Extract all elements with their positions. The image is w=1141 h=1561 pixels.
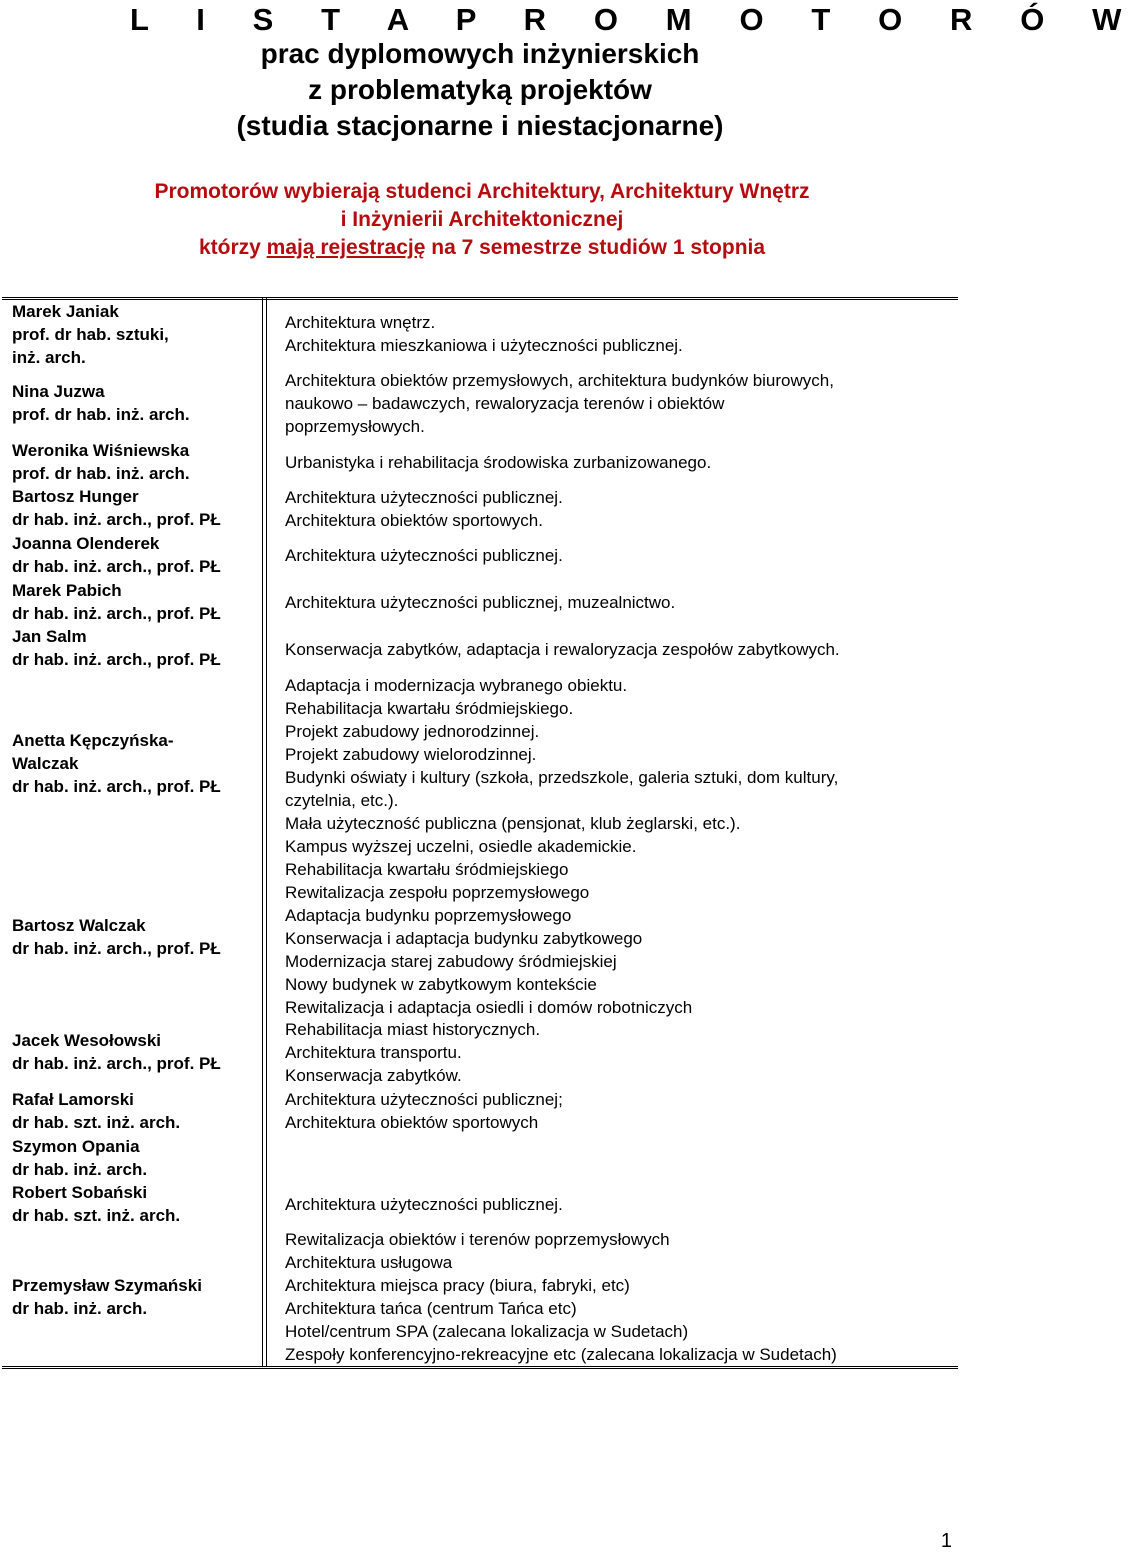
promoter-title: prof. dr hab. inż. arch. — [12, 405, 190, 424]
topic-cell — [285, 858, 955, 1019]
promoter-title: dr hab. szt. inż. arch. — [12, 1113, 181, 1132]
topic-line: czytelnia, etc.). — [285, 791, 399, 810]
topic-line: Architektura mieszkaniowa i użyteczności publicznej. — [285, 336, 683, 355]
promoter-name: Joanna Olenderek — [12, 534, 160, 553]
promoter-name-cont: Walczak — [12, 754, 79, 773]
promoter-name: Bartosz Hunger — [12, 487, 139, 506]
promoter-cell — [12, 532, 262, 578]
topic-cell — [285, 369, 955, 438]
topic-line: Hotel/centrum SPA (zalecana lokalizacja w Sudetach) — [285, 1322, 689, 1341]
topic-cell — [285, 544, 955, 567]
topic-line: Architektura usługowa — [285, 1253, 453, 1272]
topic-line: Architektura obiektów przemysłowych, architektura budynków biurowych, — [285, 371, 834, 390]
topic-cell — [285, 674, 955, 858]
promoter-title: dr hab. inż. arch., prof. PŁ — [12, 557, 221, 576]
promoter-name: Anetta Kępczyńska- — [12, 731, 174, 750]
promoter-cell — [12, 1135, 262, 1181]
topic-cell — [285, 311, 955, 357]
topic-line: Konserwacja zabytków, adaptacja i rewaloryzacja zespołów zabytkowych. — [285, 640, 840, 659]
topic-line: Architektura wnętrz. — [285, 313, 436, 332]
page-number: 1 — [940, 1530, 952, 1552]
promoter-cell — [12, 579, 262, 625]
promoter-name: Jan Salm — [12, 627, 87, 646]
promoter-cell — [12, 1274, 262, 1320]
promoter-cell — [12, 729, 262, 798]
topic-line: Kampus wyższej uczelni, osiedle akademickie. — [285, 837, 637, 856]
topic-line: Urbanistyka i rehabilitacja środowiska zurbanizowanego. — [285, 453, 712, 472]
topic-cell — [285, 638, 955, 661]
topic-line: Budynki oświaty i kultury (szkoła, przedszkole, galeria sztuki, dom kultury, — [285, 768, 839, 787]
promoter-cell — [12, 914, 262, 960]
promoter-name: Rafał Lamorski — [12, 1090, 134, 1109]
topic-cell — [285, 451, 955, 474]
topic-line: Rehabilitacja miast historycznych. — [285, 1020, 541, 1039]
promoter-title: prof. dr hab. inż. arch. — [12, 464, 190, 483]
promoter-name: Robert Sobański — [12, 1183, 148, 1202]
topic-line: Architektura użyteczności publicznej; — [285, 1090, 563, 1109]
promoter-title: prof. dr hab. sztuki, — [12, 325, 169, 344]
topic-line: Mała użyteczność publiczna (pensjonat, klub żeglarski, etc.). — [285, 814, 741, 833]
promoter-cell — [12, 300, 262, 369]
column-divider — [262, 298, 263, 1367]
topic-line: Rewitalizacja obiektów i terenów poprzemysłowych — [285, 1230, 670, 1249]
topic-cell — [285, 1228, 955, 1366]
promoter-name: Bartosz Walczak — [12, 916, 146, 935]
topic-line: Architektura miejsca pracy (biura, fabryki, etc) — [285, 1276, 630, 1295]
table-bottom-border — [2, 1366, 958, 1369]
topic-line: Architektura obiektów sportowych. — [285, 511, 543, 530]
promoter-name: Przemysław Szymański — [12, 1276, 202, 1295]
promoter-title: inż. arch. — [12, 348, 86, 367]
topic-line: Architektura transportu. — [285, 1043, 462, 1062]
promoter-name: Marek Pabich — [12, 581, 122, 600]
title-line-3: z problematyką projektów — [308, 74, 652, 105]
column-divider-double — [266, 298, 267, 1367]
title-line-4: (studia stacjonarne i niestacjonarne) — [236, 110, 724, 141]
subtitle-line-1: Promotorów wybierają studenci Architektury, Architektury Wnętrz — [154, 180, 810, 203]
topic-line: Rewitalizacja i adaptacja osiedli i domów robotniczych — [285, 998, 693, 1017]
topic-line: Architektura użyteczności publicznej, muzealnictwo. — [285, 593, 676, 612]
promoter-name: Marek Janiak — [12, 302, 119, 321]
topic-line: Zespoły konferencyjno-rekreacyjne etc (zalecana lokalizacja w Sudetach) — [285, 1345, 837, 1364]
promoter-title: dr hab. inż. arch., prof. PŁ — [12, 510, 221, 529]
topic-line: Adaptacja budynku poprzemysłowego — [285, 906, 572, 925]
topic-line: Architektura użyteczności publicznej. — [285, 1195, 563, 1214]
promoter-cell — [12, 1029, 262, 1075]
promoter-cell — [12, 439, 262, 485]
document-title: L I S T A P R O M O T O R Ó W — [130, 2, 1141, 37]
subtitle-line-2: i Inżynierii Architektonicznej — [340, 208, 624, 231]
promoter-cell — [12, 1088, 262, 1134]
title-line-2: prac dyplomowych inżynierskich — [260, 38, 700, 69]
topic-line: Architektura użyteczności publicznej. — [285, 488, 563, 507]
promoter-title: dr hab. inż. arch., prof. PŁ — [12, 1054, 221, 1073]
topic-line: Architektura obiektów sportowych — [285, 1113, 539, 1132]
topic-cell — [285, 486, 955, 532]
promoter-title: dr hab. inż. arch., prof. PŁ — [12, 939, 221, 958]
promoter-title: dr hab. inż. arch. — [12, 1160, 148, 1179]
subtitle-underlined: mają rejestrację — [266, 236, 426, 259]
topic-line: Architektura tańca (centrum Tańca etc) — [285, 1299, 577, 1318]
subtitle-line-3 — [0, 236, 964, 260]
topic-cell — [285, 1088, 955, 1134]
promoter-title: dr hab. inż. arch., prof. PŁ — [12, 604, 221, 623]
subtitle-post: na 7 semestrze studiów 1 stopnia — [425, 236, 766, 259]
promoter-title: dr hab. inż. arch., prof. PŁ — [12, 777, 221, 796]
promoter-cell — [12, 485, 262, 531]
promoter-name: Nina Juzwa — [12, 382, 105, 401]
promoter-name: Szymon Opania — [12, 1137, 140, 1156]
promoter-name: Weronika Wiśniewska — [12, 441, 190, 460]
topic-line: Konserwacja i adaptacja budynku zabytkowego — [285, 929, 643, 948]
topic-line: Nowy budynek w zabytkowym kontekście — [285, 975, 597, 994]
promoter-title: dr hab. inż. arch. — [12, 1299, 148, 1318]
topic-cell — [285, 591, 955, 614]
promoter-cell — [12, 380, 262, 426]
topic-line: Adaptacja i modernizacja wybranego obiektu. — [285, 676, 628, 695]
topic-line: Projekt zabudowy wielorodzinnej. — [285, 745, 537, 764]
topic-line: Modernizacja starej zabudowy śródmiejskiej — [285, 952, 617, 971]
promoter-title: dr hab. inż. arch., prof. PŁ — [12, 650, 221, 669]
topic-line: Architektura użyteczności publicznej. — [285, 546, 563, 565]
topic-line: Projekt zabudowy jednorodzinnej. — [285, 722, 540, 741]
promoter-cell — [12, 625, 262, 671]
topic-cell — [285, 1018, 955, 1087]
promoter-title: dr hab. szt. inż. arch. — [12, 1206, 181, 1225]
topic-line: Rewitalizacja zespołu poprzemysłowego — [285, 883, 590, 902]
promoter-name: Jacek Wesołowski — [12, 1031, 161, 1050]
topic-cell — [285, 1193, 955, 1216]
topic-line: Rehabilitacja kwartału śródmiejskiego — [285, 860, 569, 879]
topic-line: Konserwacja zabytków. — [285, 1066, 462, 1085]
topic-line: naukowo – badawczych, rewaloryzacja terenów i obiektów — [285, 394, 725, 413]
promoter-cell — [12, 1181, 262, 1227]
subtitle-pre: którzy — [198, 236, 267, 259]
topic-line: Rehabilitacja kwartału śródmiejskiego. — [285, 699, 574, 718]
topic-line: poprzemysłowych. — [285, 417, 425, 436]
